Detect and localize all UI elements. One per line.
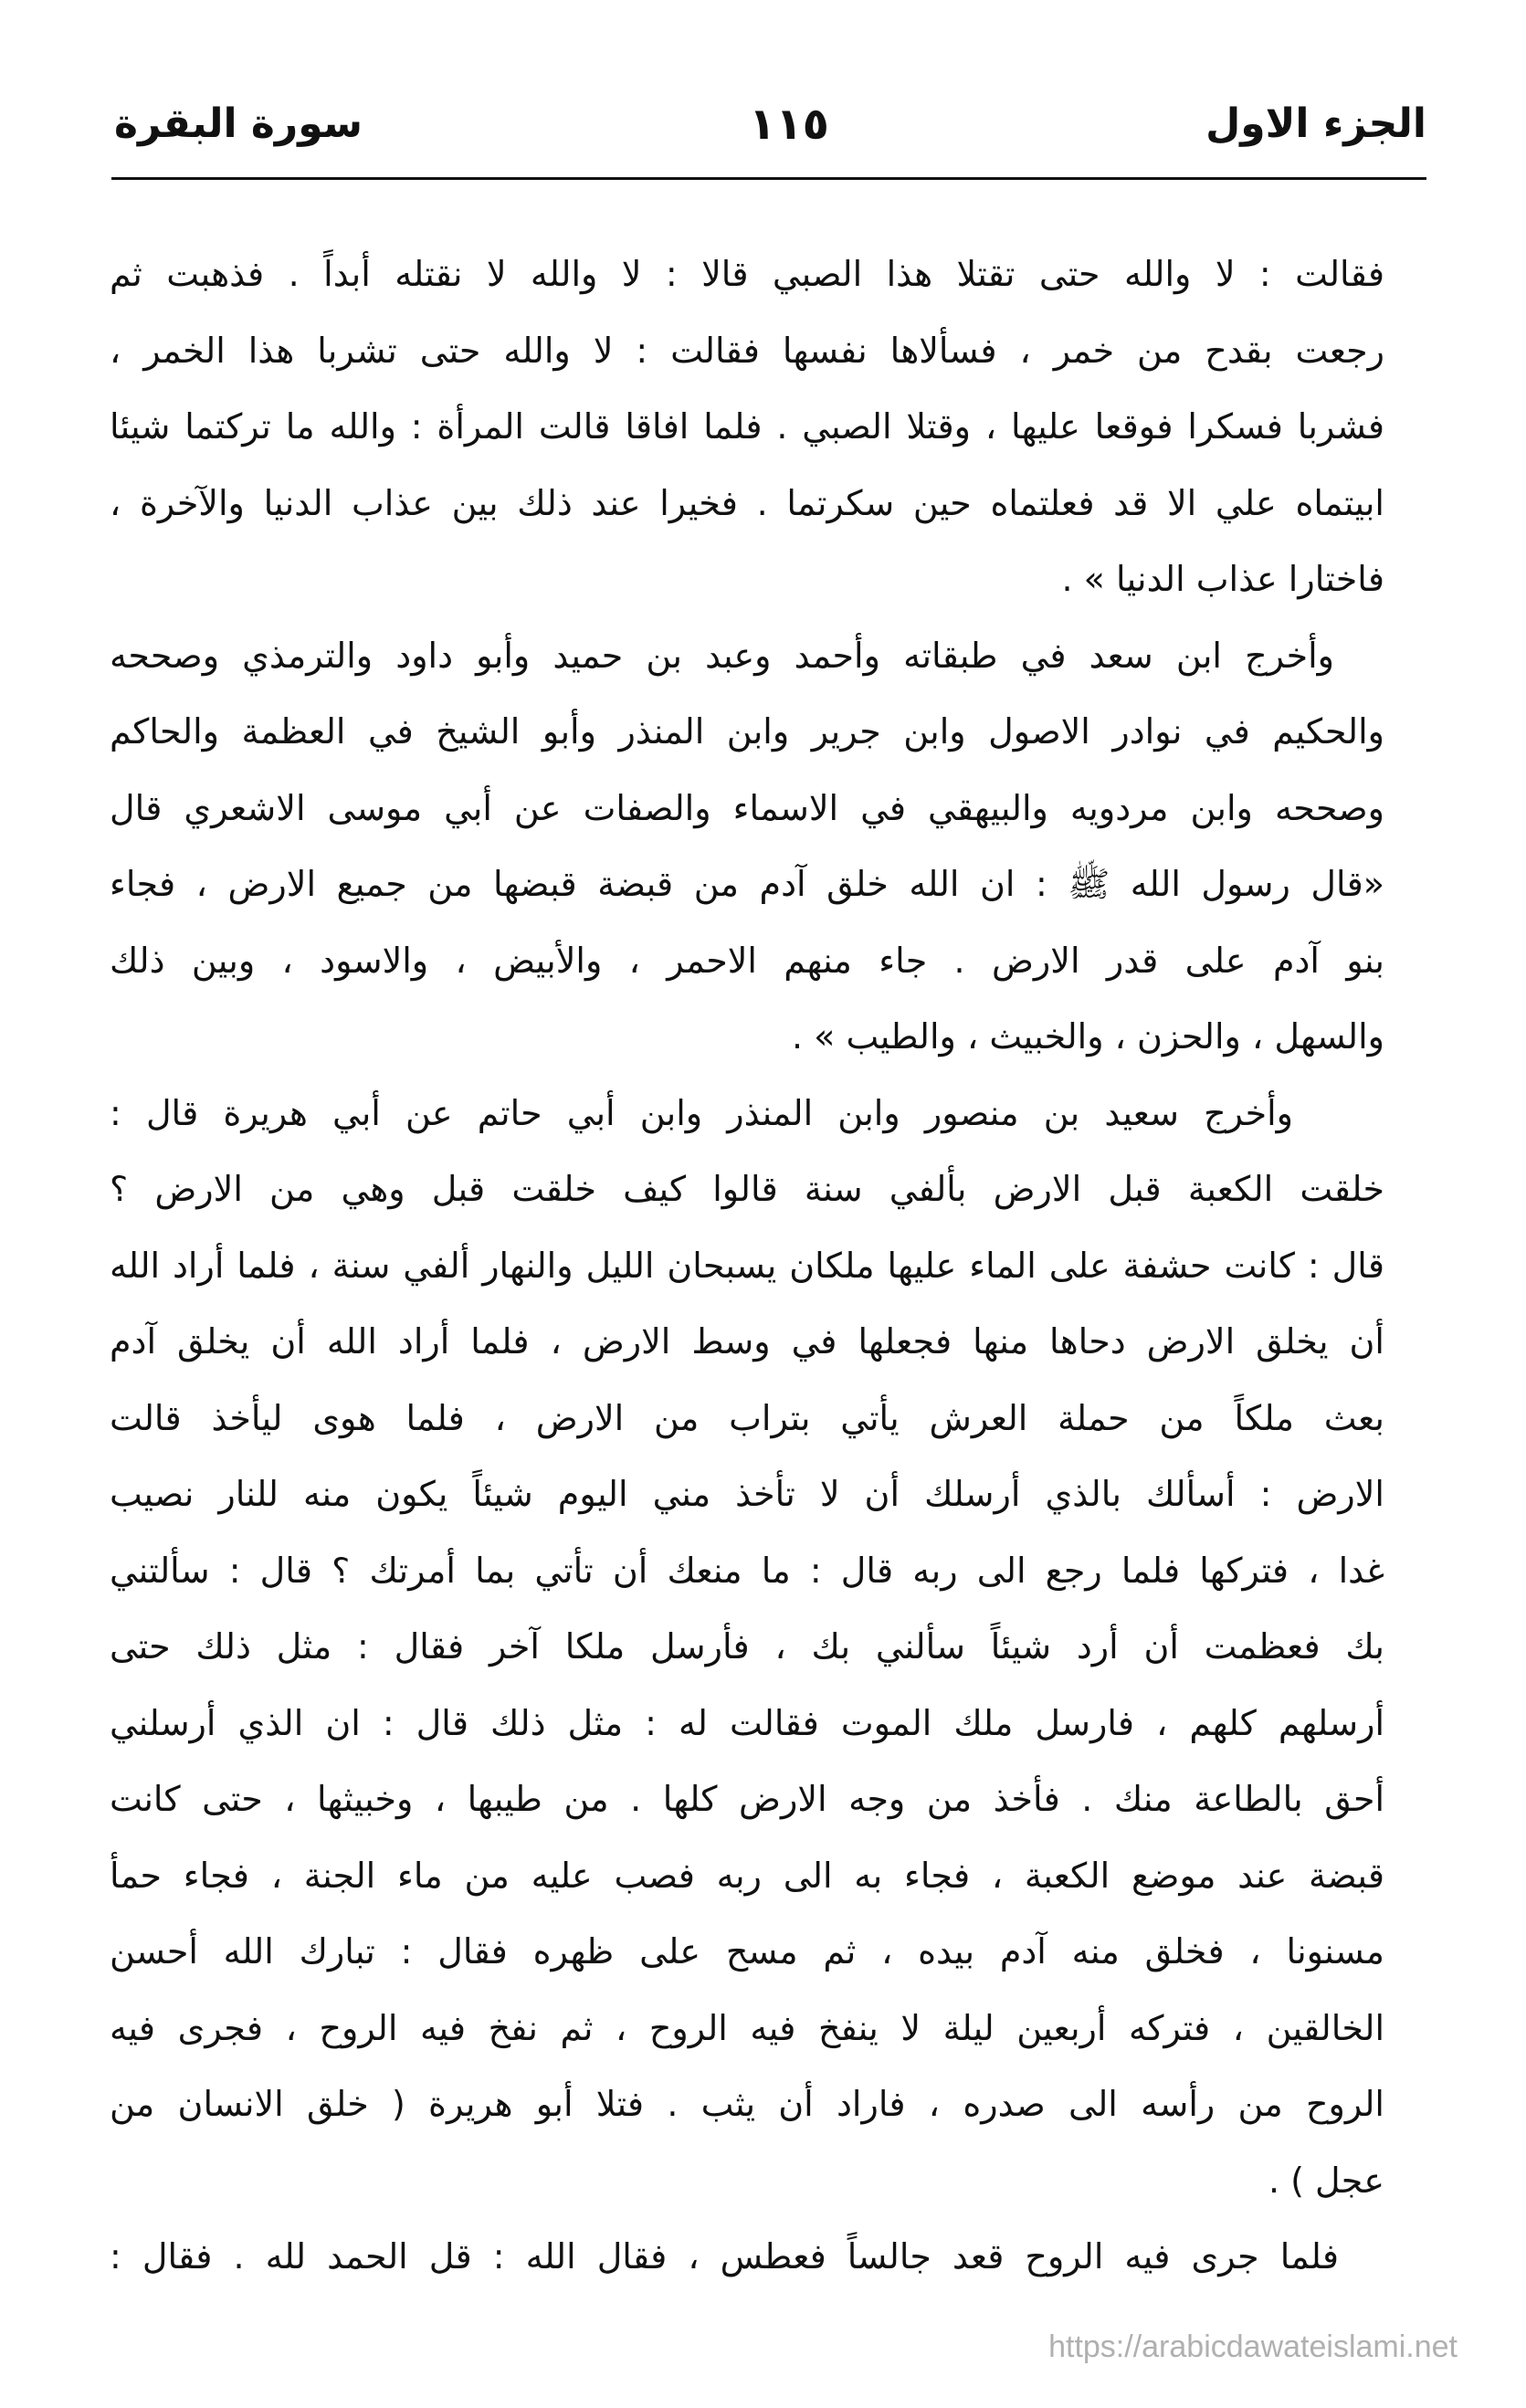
text-line: فلما جرى فيه الروح قعد جالساً فعطس ، فقال الله : قل الحمد لله . فقال :	[110, 2236, 1339, 2277]
part-label: الجزء الاول	[1205, 100, 1426, 147]
text-line: وأخرج ابن سعد في طبقاته وأحمد وعبد بن حميد وأبو داود والترمذي وصححه	[110, 635, 1334, 676]
surah-name: سورة البقرة	[114, 100, 363, 147]
text-line: غدا ، فتركها فلما رجع الى ربه قال : ما منعك أن تأتي بما أمرتك ؟ قال : سألتني	[110, 1550, 1384, 1591]
paragraph	[110, 237, 1384, 618]
watermark-url: https://arabicdawateislami.net	[1048, 2329, 1458, 2364]
text-line: أرسلهم كلهم ، فارسل ملك الموت فقالت له : مثل ذلك قال : ان الذي أرسلني	[110, 1702, 1384, 1743]
text-line: رجعت بقدح من خمر ، فسألاها نفسها فقالت : لا والله حتى تشربا هذا الخمر ،	[110, 330, 1384, 371]
text-line: ابيتماه علي الا قد فعلتماه حين سكرتما . فخيرا عند ذلك بين عذاب الدنيا والآخرة ،	[110, 482, 1384, 523]
text-line: وصححه وابن مردويه والبيهقي في الاسماء والصفات عن أبي موسى الاشعري قال	[110, 787, 1384, 828]
paragraph	[110, 1076, 1384, 2220]
text-line: فقالت : لا والله حتى تقتلا هذا الصبي قالا : لا والله لا نقتله أبداً . فذهبت ثم	[110, 254, 1384, 294]
text-line: بك فعظمت أن أرد شيئاً سألني بك ، فأرسل ملكا آخر فقال : مثل ذلك حتى	[110, 1626, 1384, 1667]
text-line: الخالقين ، فتركه أربعين ليلة لا ينفخ فيه الروح ، ثم نفخ فيه الروح ، فجرى فيه	[110, 2007, 1384, 2048]
text-line: مسنونا ، فخلق منه آدم بيده ، ثم مسح على ظهره فقال : تبارك الله أحسن	[110, 1931, 1384, 1972]
text-line: أحق بالطاعة منك . فأخذ من وجه الارض كلها . من طيبها ، وخبيثها ، حتى كانت	[110, 1779, 1384, 1819]
text-line: الارض : أسألك بالذي أرسلك أن لا تأخذ مني اليوم شيئاً يكون منه للنار نصيب	[110, 1474, 1384, 1514]
text-line: فشربا فسكرا فوقعا عليها ، وقتلا الصبي . فلما افاقا قالت المرأة : والله ما تركتما شيئا	[110, 406, 1384, 447]
paragraph	[110, 2219, 1384, 2296]
text-line: بعث ملكاً من حملة العرش يأتي بتراب من الارض ، فلما هوى ليأخذ قالت	[110, 1397, 1384, 1438]
paragraph	[110, 618, 1384, 1076]
text-line: الروح من رأسه الى صدره ، فاراد أن يثب . فتلا أبو هريرة ( خلق الانسان من	[110, 2084, 1384, 2124]
text-line: قبضة عند موضع الكعبة ، فجاء به الى ربه فصب عليه من ماء الجنة ، فجاء حمأ	[110, 1855, 1384, 1896]
running-header	[0, 0, 1526, 183]
text-line: والسهل ، والحزن ، والخبيث ، والطيب » .	[791, 1016, 1384, 1057]
text-line: وأخرج سعيد بن منصور وابن المنذر وابن أبي حاتم عن أبي هريرة قال :	[110, 1092, 1293, 1133]
text-line: فاختارا عذاب الدنيا » .	[1061, 559, 1384, 599]
page-number: ١١٥	[749, 99, 829, 150]
page-body	[110, 237, 1384, 2296]
text-line: خلقت الكعبة قبل الارض بألفي سنة قالوا كيف خلقت قبل وهي من الارض ؟	[110, 1169, 1384, 1209]
text-line: أن يخلق الارض دحاها منها فجعلها في وسط الارض ، فلما أراد الله أن يخلق آدم	[110, 1321, 1384, 1362]
text-line: «قال رسول الله ﷺ : ان الله خلق آدم من قبضة قبضها من جميع الارض ، فجاء	[110, 864, 1384, 904]
text-line: قال : كانت حشفة على الماء عليها ملكان يسبحان الليل والنهار ألفي سنة ، فلما أراد الله	[110, 1245, 1384, 1286]
text-line: عجل ) .	[1268, 2160, 1384, 2201]
header-rule	[111, 177, 1426, 180]
text-line: بنو آدم على قدر الارض . جاء منهم الاحمر ، والأبيض ، والاسود ، وبين ذلك	[110, 940, 1384, 981]
text-line: والحكيم في نوادر الاصول وابن جرير وابن المنذر وأبو الشيخ في العظمة والحاكم	[110, 711, 1384, 752]
